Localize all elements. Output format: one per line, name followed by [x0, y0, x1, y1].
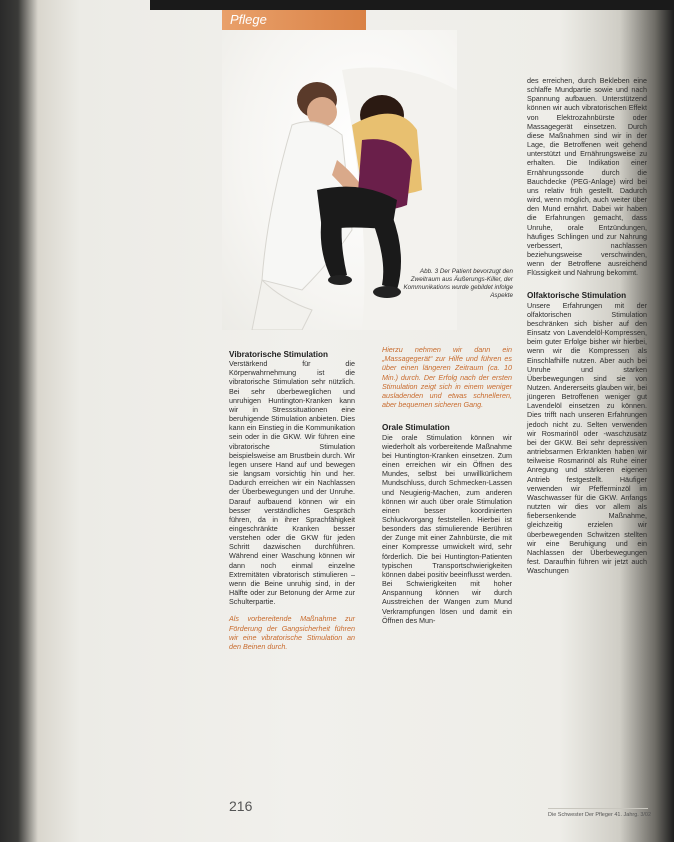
column-3: [527, 76, 647, 575]
col2-body: Die orale Stimulation können wir wiederholt als vorbereitende Maßnahme bei Huntington-Kranken einsetzen. Zum einen erreichen wir ein Öffnen des Mundes, selbst bei unwillkürlichem Mundschluss, durch Schmecken-Lassen und Neugierig-Machen, zum anderen können wir auch über orale Stimulation einen besser koordinierten Schluckvorgang feststellen. Hierbei ist besonders das stimulierende Berühren der Zunge mit einer Zahnbürste, die mit einer Kompresse umwickelt wird, sehr förderlich. Die bei Huntington-Patienten typischen Transportschwierigkeiten können dabei positiv beeinflusst werden. Bei Schwierigkeiten mit hoher Anspannung können wir durch Ausstreichen der Wangen zum Mund Verkrampfungen lösen und damit ein Öffnen des Mun-: [382, 432, 512, 625]
heading-vibratorische-stimulation: Vibratorische Stimulation: [229, 350, 329, 359]
col1-highlight: Als vorbereitende Maßnahme zur Förderung der Gangsicherheit führen wir eine vibratorische Stimulation an den Beinen durch.: [229, 614, 355, 651]
column-1: [229, 350, 355, 651]
col3-body-1: des erreichen, durch Bekleben eine schlaffe Mundpartie sowie und nach Spannung aufbauen. Unterstützend können wir auch vibratorischen Effekt von Elektrozahnbürste oder Massagegerät einsetzen. Durch diese Maßnahmen sind wir in der Lage, die Betroffenen weit gehend unterstützt und Ernährungsweise zu erhalten. Die Indikation einer Ernährungssonde durch die Bauchdecke (PEG-Anlage) wird bei uns relativ früh gestellt. Dadurch wird, wenn möglich, auch weiter über den Mund ernährt. Dabei wir haben die Erfahrungen gemacht, dass Unruhe, orale Entzündungen, häufiges Schlingen und zur Nahrung verbessert, nachlassen beziehungsweise verschwinden, wenn der Betroffene ausreichend Flüssigkeit und Nahrung bekommt.: [527, 76, 647, 278]
column-2: [382, 345, 512, 625]
section-label: Pflege: [230, 12, 267, 27]
page-number: 216: [229, 798, 253, 814]
figure-caption: Abb. 3 Der Patient bevorzugt den Zweitraum aus Äußerungs-Killer, der Kommunikations wurde gebildet infolge Aspekte: [403, 268, 513, 299]
section-header-bar: [222, 10, 366, 30]
heading-orale-stimulation: Orale Stimulation: [382, 423, 450, 433]
journal-footer: Die Schwester Der Pfleger 41. Jahrg. 3/02: [548, 812, 652, 818]
heading-olfaktorische-stimulation: Olfaktorische Stimulation: [527, 291, 627, 301]
footer-rule: [548, 808, 648, 809]
col2-highlight: Hierzu nehmen wir dann ein „Massagegerät“ zur Hilfe und führen es über einen längeren Zeitraum (ca. 10 Min.) durch. Der Erfolg nach der ersten Stimulation zeigt sich in einem weniger ausladenden und etwas schnelleren, aber bequemen sicheren Gang.: [382, 345, 512, 410]
page-top-shadow: [150, 0, 674, 10]
col1-body: Verstärkend für die Körperwahrnehmung ist die vibratorische Stimulation sehr nützlich. Bei sehr überbeweglichen und unruhigen Huntington-Kranken kann wir in Stresssituationen eine beruhigende Stimulation anbieten. Dies kann ein Einstieg in die Kommunikation sein oder in die GKW. Wir führen eine vibratorische Stimulation beispielsweise am Brustbein durch. Wir legen unsere Hand auf und bewegen sie langsam vorsichtig hin und her. Dadurch erreichen wir ein Nachlassen der Überbewegungen und der Unruhe. Darauf aufbauend können wir ein besser verständliches Gespräch führen, da in ihrer Sprachfähigkeit eingeschränkte Kranken besser verstehen oder die GKW für jeden Schritt dazwischen durchführen. Während einer Waschung können wir dann noch einmal einzelne Extremitäten vibratorisch stimulieren – wenn die Beine unruhig sind, in der Hälfte oder zur Betonung der Arme zur Schulterpartie.: [229, 359, 355, 607]
col3-body-2: Unsere Erfahrungen mit der olfaktorischen Stimulation beschränken sich bisher auf den Einsatz von Lavendelöl-Kompressen, beim guter Erfolge bisher wir hierbei, wenn wir die Kompressen als Einschlafhilfe nutzen. Aber auch bei Unruhe und starken Überbewegungen sind sie von Nutzen. Andererseits glauben wir, bei jüngeren Betroffenen weniger gut Lavendelöl einsetzen zu können. Dies trifft nach unseren Erfahrungen jedoch nicht zu. Selten verwenden wir Rosmarinöl oder -waschzusatz bei der GKW. Bei sehr depressiven antriebsarmen Erkrankten haben wir teilweise Rosmarinöl als Ruhe einer Anregung und stärkeren eigenen Antrieb festgestellt. Häufiger verwenden wir Pfefferminzöl im Waschwasser für die GKW. Anfangs nutzten wir dies vor allem als fiebersenkende Maßnahme, gleichzeitig erzielen wir überbewegenden Schwitzen stellten wir eine Beruhigung und ein Nachlassen der Überbewegungen fest. Daraufhin führen wir jetzt auch Waschungen: [527, 300, 647, 576]
